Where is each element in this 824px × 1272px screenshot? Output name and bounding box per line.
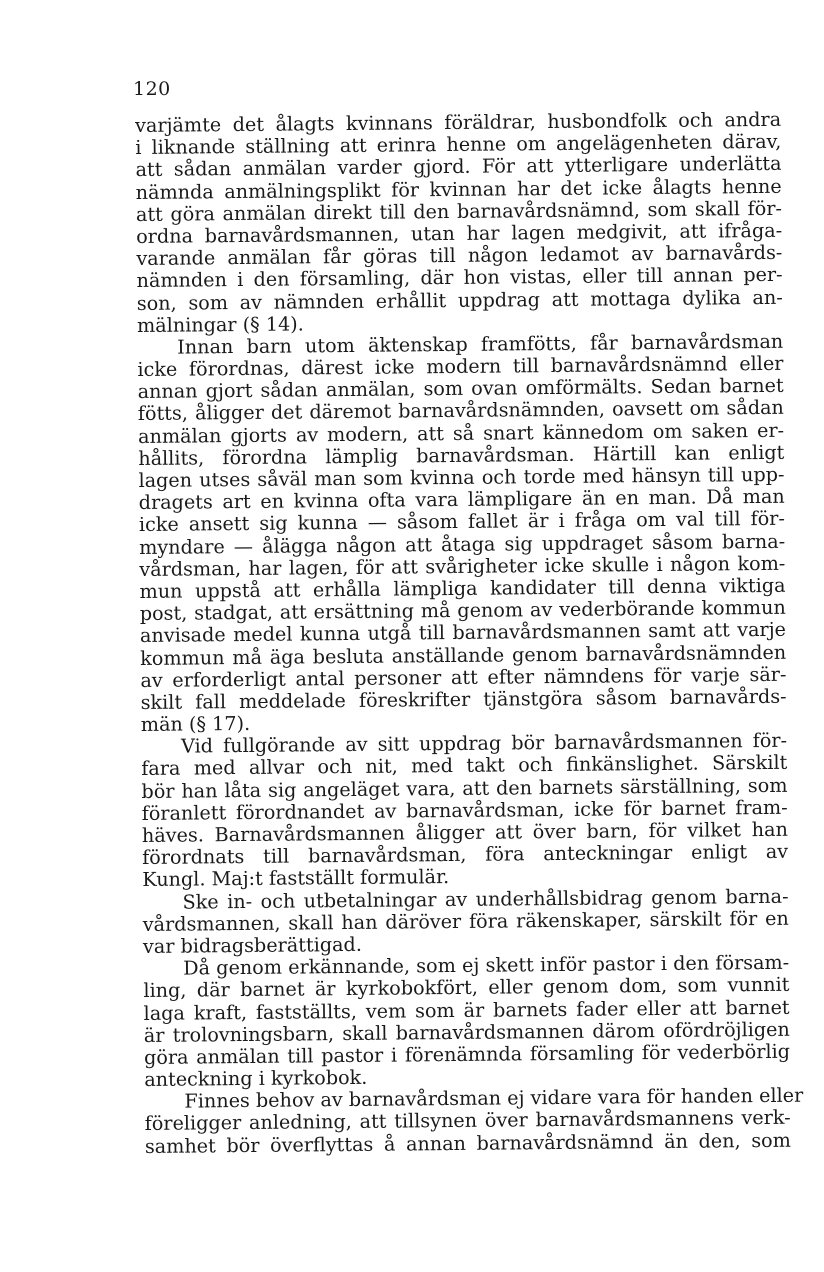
text-line: anvisade medel kunna utgå till barnavårdsmannen samt att varje (139, 618, 787, 648)
paragraph-2 (137, 331, 787, 737)
text-line: anmälan gjorts av modern, att så snart kännedom om saken er- (137, 418, 785, 448)
text-line: ordna barnavårdsmannen, utan har lagen medgivit, att ifråga- (136, 218, 783, 248)
text-line: mälningar (§ 14). (136, 312, 304, 337)
text-line: fötts, åligger det däremot barnavårdsnämnden, oavsett om sådan (137, 396, 784, 426)
text-line: nämnda anmälningsplikt för kvinnan har det icke ålagts henne (135, 174, 782, 204)
text-line: skilt fall meddelade föreskrifter tjänstgöra såsom barnavårds- (140, 684, 787, 714)
text-line: samhet bör överflyttas å annan barnavårdsnämnd än den, som (144, 1128, 791, 1158)
text-line: laga kraft, fastställts, vem som är barnets fader eller att barnet (143, 995, 790, 1025)
text-line: att sådan anmälan varder gjord. För att ytterligare underlätta (135, 152, 782, 182)
text-line: bör han låta sig angeläget vara, att den barnets särställning, som (141, 773, 788, 803)
text-line: son, som av nämnden erhållit uppdrag att mottaga dylika an- (136, 285, 783, 315)
paragraph-4 (142, 885, 789, 958)
text-line: i liknande ställning att erinra henne om angelägenheten därav, (135, 129, 782, 160)
text-line: varande anmälan får göras till någon ledamot av barnavårds- (136, 240, 783, 271)
text-line: mun uppstå att erhålla lämpliga kandidater till denna viktiga (139, 573, 786, 603)
text-line: är trolovningsbarn, skall barnavårdsmannen därom ofördröjligen (143, 1017, 790, 1047)
text-line: häves. Barnavårdsmannen åligger att över barn, för vilket han (141, 817, 788, 847)
body-text (134, 107, 804, 1158)
text-line: anteckning i kyrkobok. (144, 1065, 368, 1092)
page-number: 120 (133, 78, 171, 100)
text-line: Finnes behov av barnavårdsman ej vidare vara för handen eller (184, 1083, 804, 1113)
text-line: icke ansett sig kunna — såsom fallet är i fråga om val till för- (138, 507, 786, 537)
text-line: vårdsmannen, skall han däröver föra räkenskaper, särskilt för en (142, 906, 789, 936)
text-line: lagen utses såväl man som kvinna och torde med hänsyn till upp- (138, 462, 785, 492)
text-line: män (§ 17). (140, 711, 251, 737)
paragraph-1 (135, 109, 783, 337)
text-line: Innan barn utom äktenskap framfötts, får barnavårdsman (177, 329, 784, 359)
text-line: föreligger anledning, att tillsynen över barnavårdsmannens verk- (144, 1106, 791, 1136)
text-line: Kungl. Maj:t fastställt formulär. (142, 865, 450, 892)
text-line: kommun må äga besluta anställande genom barnavårdsnämnden (140, 640, 787, 670)
text-line: Ske in- och utbetalningar av underhållsbidrag genom barna- (182, 884, 789, 914)
text-line: annan gjort sådan anmälan, som ovan omförmälts. Sedan barnet (137, 374, 784, 404)
text-line: var bidragsberättigad. (142, 932, 362, 958)
text-line: göra anmälan till pastor i förenämnda församling för vederbörlig (143, 1039, 791, 1069)
text-line: post, stadgat, att ersättning må genom av vederbörande kommun (139, 595, 786, 626)
text-line: Vid fullgörande av sitt uppdrag bör barnavårdsmannen för- (180, 729, 788, 758)
text-line: att göra anmälan direkt till den barnavårdsnämnd, som skall för- (135, 196, 783, 226)
text-line: varjämte det ålagts kvinnans föräldrar, husbondfolk och andra (134, 107, 782, 137)
text-line: icke förordnas, därest icke modern till barnavårdsnämnd eller (137, 351, 784, 382)
paragraph-3 (141, 730, 788, 892)
paragraph-5 (143, 952, 790, 1091)
text-line: myndare — ålägga någon att åtaga sig uppdraget såsom barna- (139, 529, 786, 559)
paragraph-6 (144, 1083, 804, 1158)
text-line: förordnats till barnavårdsman, föra anteckningar enligt av (142, 839, 789, 870)
text-line: ling, där barnet är kyrkobokfört, eller genom dom, som vunnit (143, 973, 790, 1003)
text-line: föranlett förordnandet av barnavårdsman, icke för barnet fram- (141, 795, 788, 825)
text-line: nämnden i den församling, där hon vistas, eller till annan per- (136, 263, 783, 293)
text-line: dragets art en kvinna ofta vara lämpligare än en man. Då man (138, 484, 785, 515)
text-line: Då genom erkännande, som ej skett inför pastor i den försam- (183, 950, 790, 980)
text-line: vårdsman, har lagen, för att svårigheter icke skulle i någon kom- (139, 551, 786, 581)
text-line: av erforderligt antal personer att efter nämndens för varje sär- (140, 662, 787, 692)
text-line: hållits, förordna lämplig barnavårdsman. Härtill kan enligt (138, 440, 785, 470)
text-line: fara med allvar och nit, med takt och finkänslighet. Särskilt (141, 751, 788, 781)
